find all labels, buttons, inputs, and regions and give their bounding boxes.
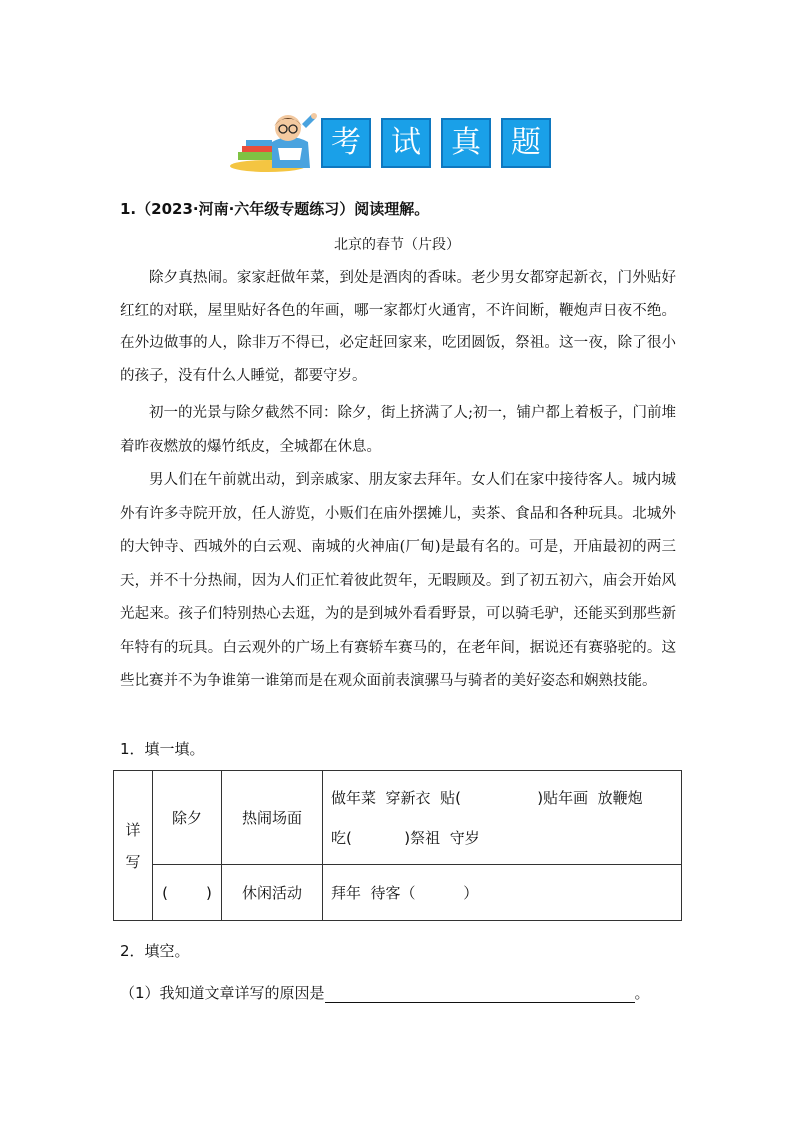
table-content-line-1: 做年菜 穿新衣 贴( )贴年画 放鞭炮 — [331, 788, 643, 807]
table-day-blank[interactable]: ( ) — [153, 865, 222, 921]
task2-question-1 — [120, 982, 650, 1003]
table-content-cell — [323, 771, 682, 865]
banner-char-3: 真 — [441, 118, 491, 168]
banner-char-4: 题 — [501, 118, 551, 168]
passage-paragraph-3: 男人们在午前就出动，到亲戚家、朋友家去拜年。女人们在家中接待客人。城内城外有许多寺院开放，任人游览，小贩们在庙外摆摊儿，卖茶、食品和各种玩具。北城外的大钟寺、西城外的白云观、南城的火神庙(厂甸)是最有名的。可是，开庙最初的两三天，并不十分热闹，因为人们正忙着彼此贺年，无暇顾及。到了初五初六，庙会开始风光起来。孩子们特别热心去逛，为的是到城外看看野景，可以骑毛驴，还能买到那些新年特有的玩具。白云观外的广场上有赛轿车赛马的，在老年间，据说还有赛骆驼的。这些比赛并不为争谁第一谁第而是在观众面前表演骡马与骑者的美好姿态和娴熟技能。 — [120, 472, 676, 689]
table-day-cell: 除夕 — [153, 771, 222, 865]
banner-char-1: 考 — [321, 118, 371, 168]
table-content-cell-2: 拜年 待客（ ） — [323, 865, 682, 921]
fill-in-table — [113, 770, 682, 921]
section-banner — [228, 112, 568, 172]
table-category-cell-2: 休闲活动 — [222, 865, 323, 921]
task1-label: 1．填一填。 — [120, 740, 205, 758]
passage-title: 北京的春节（片段） — [334, 237, 460, 253]
answer-blank-line[interactable] — [325, 986, 635, 1003]
table-category-cell: 热闹场面 — [222, 771, 323, 865]
question-header: 1.（2023·河南·六年级专题练习）阅读理解。 — [120, 200, 430, 218]
task2-q1-prefix: （1）我知道文章详写的原因是 — [120, 984, 325, 1002]
table-group-label: 详写 — [114, 771, 153, 921]
task2-label: 2．填空。 — [120, 942, 190, 960]
passage-paragraph-2: 初一的光景与除夕截然不同：除夕，街上挤满了人;初一，铺户都上着板子，门前堆着昨夜燃放的爆竹纸皮，全城都在休息。 — [120, 405, 676, 455]
banner-char-2: 试 — [381, 118, 431, 168]
passage-paragraph-1: 除夕真热闹。家家赶做年菜，到处是酒肉的香味。老少男女都穿起新衣，门外贴好红红的对联，屋里贴好各色的年画，哪一家都灯火通宵，不许间断，鞭炮声日夜不绝。在外边做事的人，除非万不得已，必定赶回家来，吃团圆饭，祭祖。这一夜，除了很小的孩子，没有什么人睡觉，都要守岁。 — [120, 270, 676, 384]
task2-q1-suffix: 。 — [634, 984, 650, 1002]
table-content-line-2: 吃( )祭祖 守岁 — [331, 828, 480, 847]
student-mascot-icon — [228, 112, 320, 172]
